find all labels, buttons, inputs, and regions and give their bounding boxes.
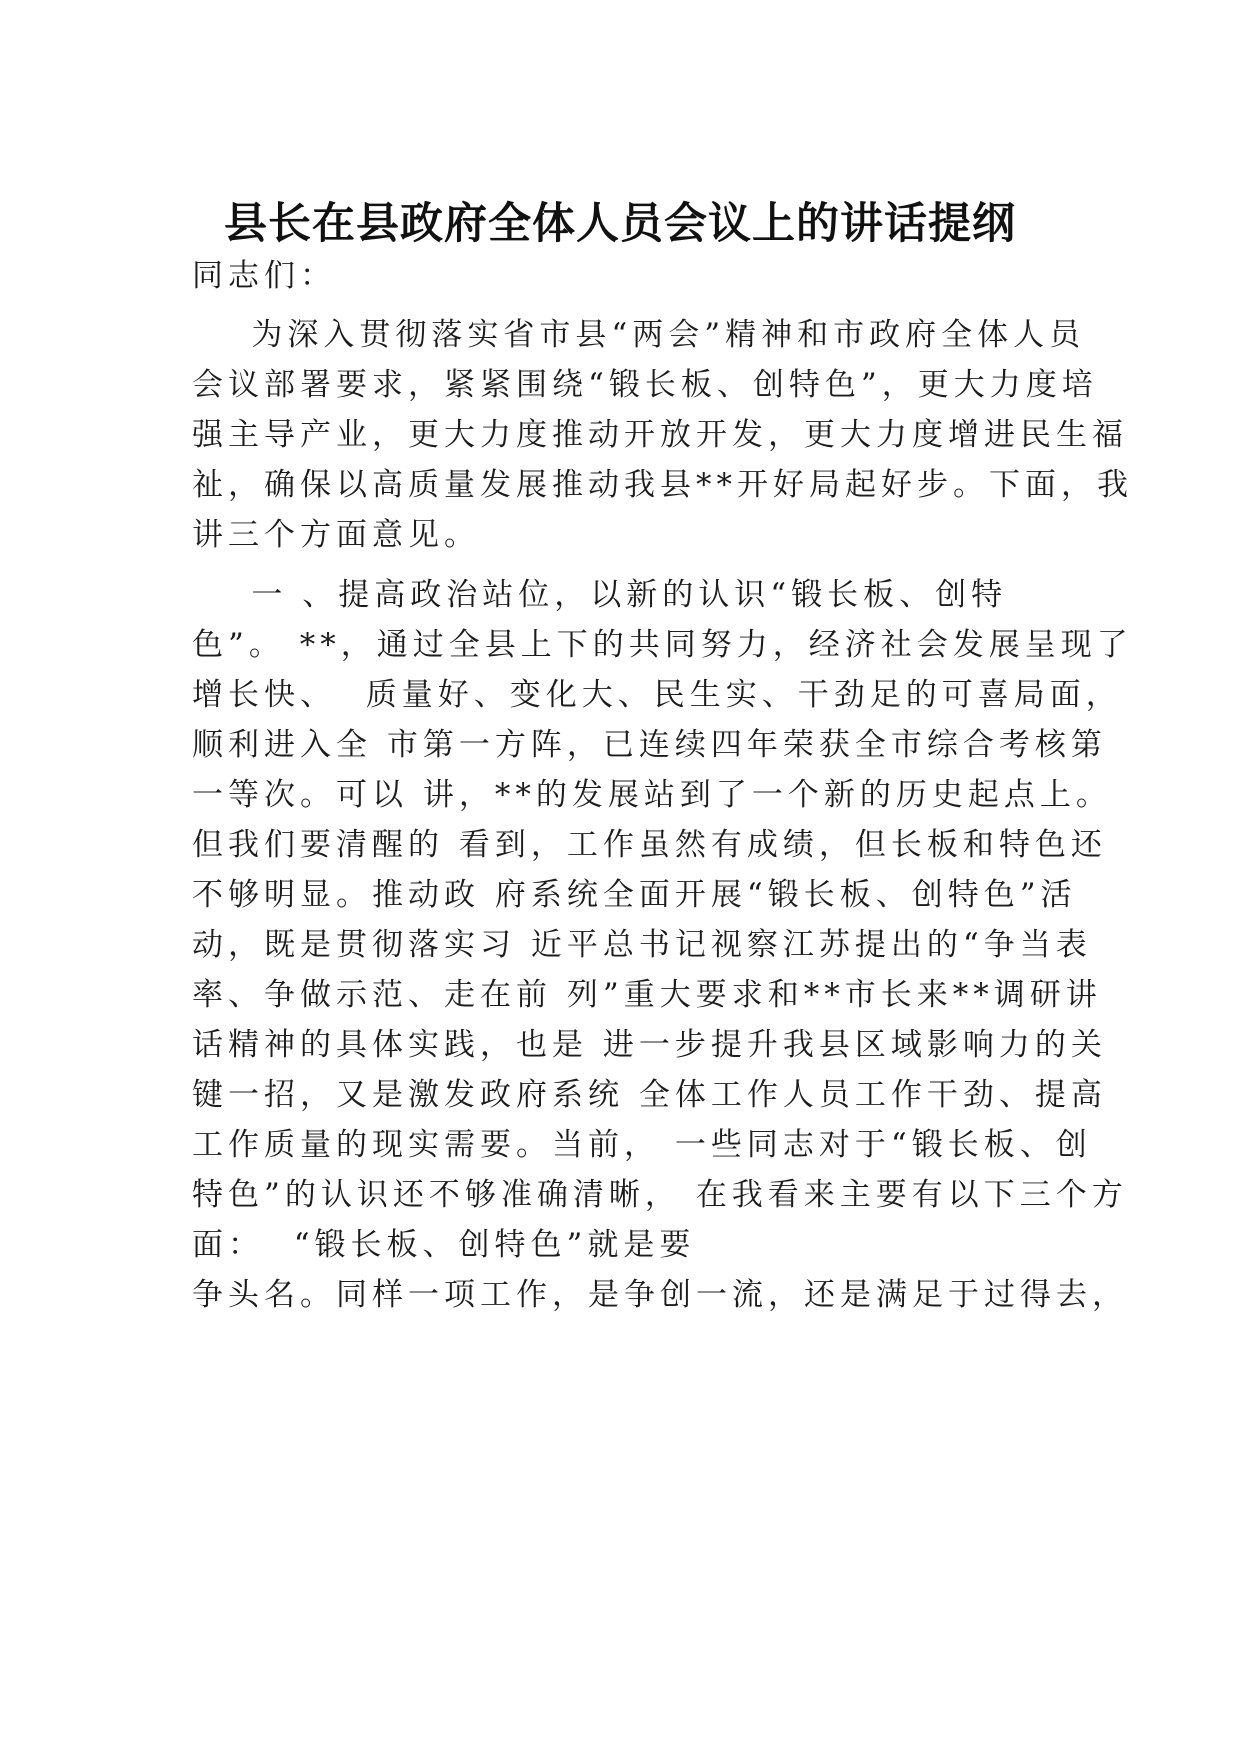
body-line: 特色”的认识还不够准确清晰， 在我看来主要有以下三个方 bbox=[192, 1177, 1128, 1213]
body-line: 但我们要清醒的 看到，工作虽然有成绩，但长板和特色还 bbox=[192, 827, 1107, 863]
body-line: 争头名。同样一项工作，是争创一流，还是满足于过得去， bbox=[192, 1277, 1128, 1313]
body-line: 动，既是贯彻落实习 近平总书记视察江苏提出的“争当表 bbox=[192, 927, 1092, 963]
body-line: 率、争做示范、走在前 列”重大要求和**市长来**调研讲 bbox=[192, 977, 1102, 1013]
body-line: 不够明显。推动政 府系统全面开展“锻长板、创特色”活 bbox=[192, 877, 1077, 913]
body-line: 一等次。可以 讲，**的发展站到了一个新的历史起点上。 bbox=[192, 777, 1112, 813]
section-heading-line: 一 、提高政治站位，以新的认识“锻长板、创特 bbox=[192, 577, 1008, 613]
body-line: 讲三个方面意见。 bbox=[192, 517, 480, 553]
body-line: 色”。 **，通过全县上下的共同努力，经济社会发展呈现了 bbox=[192, 627, 1133, 663]
body-line: 话精神的具体实践，也是 进一步提升我县区域影响力的关 bbox=[192, 1027, 1107, 1063]
body-line: 增长快、 质量好、变化大、民生实、干劲足的可喜局面， bbox=[192, 677, 1122, 713]
body-line: 工作质量的现实需要。当前， 一些同志对于“锻长板、创 bbox=[192, 1127, 1092, 1163]
body-line: 会议部署要求，紧紧围绕“锻长板、创特色”，更大力度培 bbox=[192, 367, 1098, 403]
body-line: 面： “锻长板、创特色”就是要 bbox=[192, 1227, 696, 1263]
body-line: 强主导产业，更大力度推动开放开发，更大力度增进民生福 bbox=[192, 417, 1128, 453]
salutation: 同志们： bbox=[192, 258, 336, 294]
document-title: 县长在县政府全体人员会议上的讲话提纲 bbox=[224, 199, 1016, 249]
body-line: 顺利进入全 市第一方阵，已连续四年荣获全市综合考核第 bbox=[192, 727, 1107, 763]
body-line: 祉，确保以高质量发展推动我县**开好局起好步。下面，我 bbox=[192, 467, 1133, 503]
body-line: 为深入贯彻落实省市县“两会”精神和市政府全体人员 bbox=[192, 317, 1086, 353]
body-line: 键一招，又是激发政府系统 全体工作人员工作干劲、提高 bbox=[192, 1077, 1107, 1113]
